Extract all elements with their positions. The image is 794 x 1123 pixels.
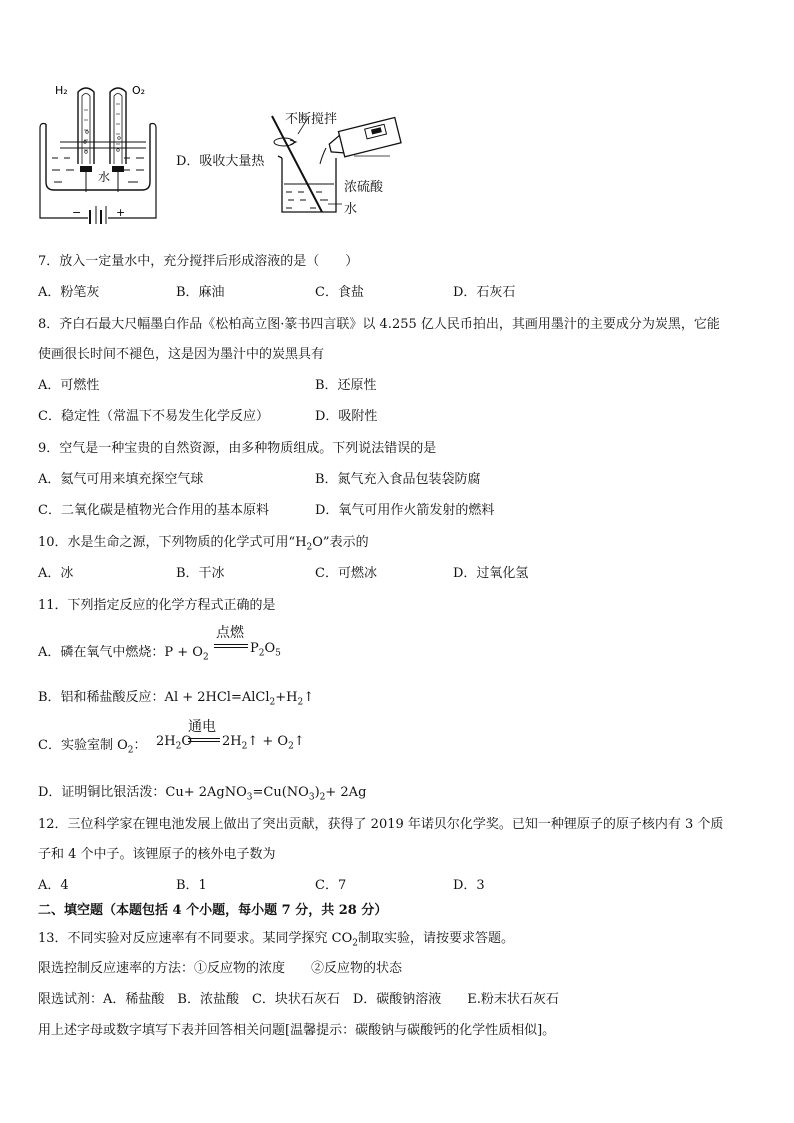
q12-option-b[interactable]: B．1	[176, 878, 207, 893]
q7-option-b[interactable]: B．麻油	[176, 285, 225, 300]
q7-option-a[interactable]: A．粉笔灰	[38, 285, 100, 300]
negative-terminal-label: −	[72, 206, 82, 219]
q8-stem-line1: 8．齐白石最大尺幅墨白作品《松柏高立图·篆书四言联》以 4.255 亿人民币拍出，其画用墨汁的主要成分为炭黑，它能	[38, 317, 720, 332]
q11-a-condition: 点燃	[216, 625, 244, 641]
o2-label: O₂	[132, 84, 146, 97]
q11-c-equals	[188, 738, 220, 742]
h2-label: H₂	[55, 84, 68, 97]
positive-terminal-label: +	[116, 206, 126, 219]
q10-option-b[interactable]: B．干冰	[176, 566, 225, 581]
q11-a-equals	[214, 644, 248, 648]
q11-stem: 11．下列指定反应的化学方程式正确的是	[38, 598, 276, 613]
acid-label: 浓硫酸	[344, 180, 384, 195]
q12-option-d[interactable]: D．3	[453, 878, 485, 893]
q11-option-c[interactable]: C．实验室制 $O_2$：	[38, 738, 147, 756]
q8-option-c[interactable]: C．稳定性（常温下不易发生化学反应）	[38, 409, 269, 424]
q11-a-product: $P_2O_5$	[250, 641, 281, 659]
q9-option-d[interactable]: D．氧气可用作火箭发射的燃料	[315, 503, 495, 518]
section2-title: 二、填空题（本题包括 4 个小题，每小题 7 分，共 28 分）	[38, 903, 388, 918]
q12-stem-line1: 12．三位科学家在锂电池发展上做出了突出贡献，获得了 2019 年诺贝尔化学奖。已知一种锂原子的原子核内有 3 个质	[38, 817, 724, 832]
q12-stem-line2: 子和 4 个中子。该锂原子的核外电子数为	[38, 847, 276, 862]
q9-option-b[interactable]: B．氮气充入食品包装袋防腐	[315, 472, 481, 487]
q8-stem-line2: 使画很长时间不褪色，这是因为墨汁中的炭黑具有	[38, 347, 325, 362]
q12-option-c[interactable]: C．7	[315, 878, 347, 893]
q13-methods: 限选控制反应速率的方法：①反应物的浓度 ②反应物的状态	[38, 961, 403, 976]
option-d-heat-label: D．吸收大量热	[176, 154, 265, 169]
q11-c-products: $2H_2↑$ + $O_2↑$	[222, 734, 305, 752]
q10-option-a[interactable]: A．冰	[38, 566, 74, 581]
q11-c-condition: 通电	[188, 719, 216, 735]
q12-option-a[interactable]: A．4	[38, 878, 69, 893]
q10-stem: 10．水是生命之源，下列物质的化学式可用“$H_2O$”表示的	[38, 535, 369, 553]
q9-option-c[interactable]: C．二氧化碳是植物光合作用的基本原料	[38, 503, 269, 518]
q11-option-a[interactable]: A．磷在氧气中燃烧：$P + O_2$	[38, 645, 209, 663]
water-label: 水	[98, 170, 111, 184]
q7-stem: 7．放入一定量水中，充分搅拌后形成溶液的是（ ）	[38, 254, 359, 269]
q11-option-d[interactable]: D．证明铜比银活泼：$Cu+ 2AgNO_3=Cu(NO_3)_2+ 2Ag$	[38, 785, 367, 803]
q13-reagents: 限选试剂：A．稀盐酸 B．浓盐酸 C．块状石灰石 D．碳酸钠溶液 E.粉末状石灰石	[38, 992, 559, 1007]
stir-label: 不断搅拌	[285, 112, 338, 127]
q7-option-c[interactable]: C．食盐	[315, 285, 364, 300]
q8-option-a[interactable]: A．可燃性	[38, 378, 100, 393]
q9-stem: 9．空气是一种宝贵的自然资源，由多种物质组成。下列说法错误的是	[38, 441, 437, 456]
q8-option-b[interactable]: B．还原性	[315, 378, 377, 393]
q10-option-c[interactable]: C．可燃冰	[315, 566, 377, 581]
q13-instruction: 用上述字母或数字填写下表并回答相关问题[温馨提示：碳酸钠与碳酸钙的化学性质相似]。	[38, 1023, 556, 1038]
q13-stem: 13．不同实验对反应速率有不同要求。某同学探究 $CO_2$制取实验，请按要求答题。	[38, 931, 515, 949]
q11-c-reactant: $2H_2O$	[156, 734, 193, 752]
q10-option-d[interactable]: D．过氧化氢	[453, 566, 529, 581]
q9-option-a[interactable]: A．氦气可用来填充探空气球	[38, 472, 204, 487]
q8-option-d[interactable]: D．吸附性	[315, 409, 378, 424]
electrolysis-figure	[38, 82, 168, 224]
q7-option-d[interactable]: D．石灰石	[453, 285, 516, 300]
dilution-water-label: 水	[344, 202, 358, 217]
q11-option-b[interactable]: B．铝和稀盐酸反应：$Al + 2HCl=AlCl_2+H_2↑$	[38, 690, 315, 708]
